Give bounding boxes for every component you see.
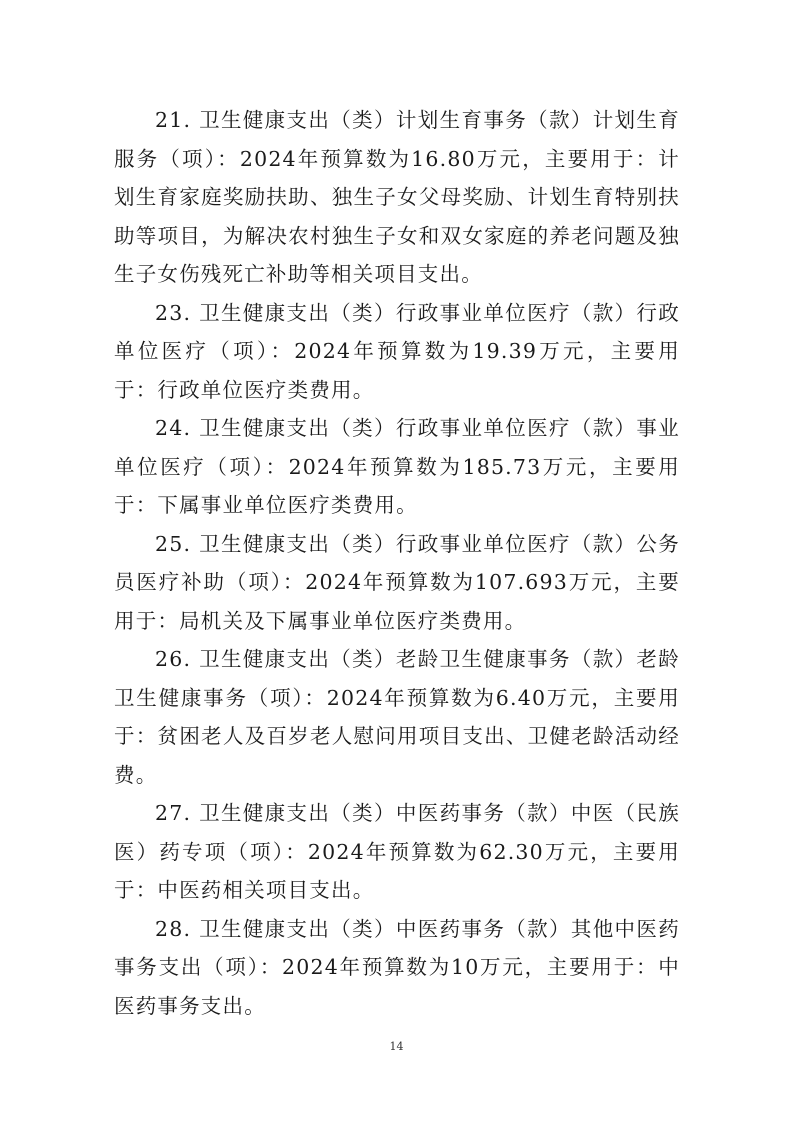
page-number: 14 [389, 1040, 404, 1053]
paragraph-28: 28. 卫生健康支出（类）中医药事务（款）其他中医药事务支出（项）：2024年预算数为10万元，主要用于：中医药事务支出。 [114, 916, 680, 1018]
paragraph-26: 26. 卫生健康支出（类）老龄卫生健康事务（款）老龄卫生健康事务（项）：2024年预算数为6.40万元，主要用于：贫困老人及百岁老人慰问用项目支出、卫健老龄活动经费。 [114, 647, 680, 787]
body-text [114, 101, 680, 1025]
paragraph-24: 24. 卫生健康支出（类）行政事业单位医疗（款）事业单位医疗（项）：2024年预算数为185.73万元，主要用于：下属事业单位医疗类费用。 [114, 416, 680, 517]
paragraph-25: 25. 卫生健康支出（类）行政事业单位医疗（款）公务员医疗补助（项）：2024年预算数为107.693万元，主要用于：局机关及下属事业单位医疗类费用。 [114, 531, 680, 633]
paragraph-21: 21. 卫生健康支出（类）计划生育事务（款）计划生育服务（项）：2024年预算数为16.80万元，主要用于：计划生育家庭奖励扶助、独生子女父母奖励、计划生育特别扶助等项目，为解决农村独生子女和双女家庭的养老问题及独生子女伤残死亡补助等相关项目支出。 [114, 108, 680, 286]
paragraph-27: 27. 卫生健康支出（类）中医药事务（款）中医（民族医）药专项（项）：2024年预算数为62.30万元，主要用于：中医药相关项目支出。 [114, 801, 680, 902]
paragraph-23: 23. 卫生健康支出（类）行政事业单位医疗（款）行政单位医疗（项）：2024年预算数为19.39万元，主要用于：行政单位医疗类费用。 [114, 300, 680, 402]
